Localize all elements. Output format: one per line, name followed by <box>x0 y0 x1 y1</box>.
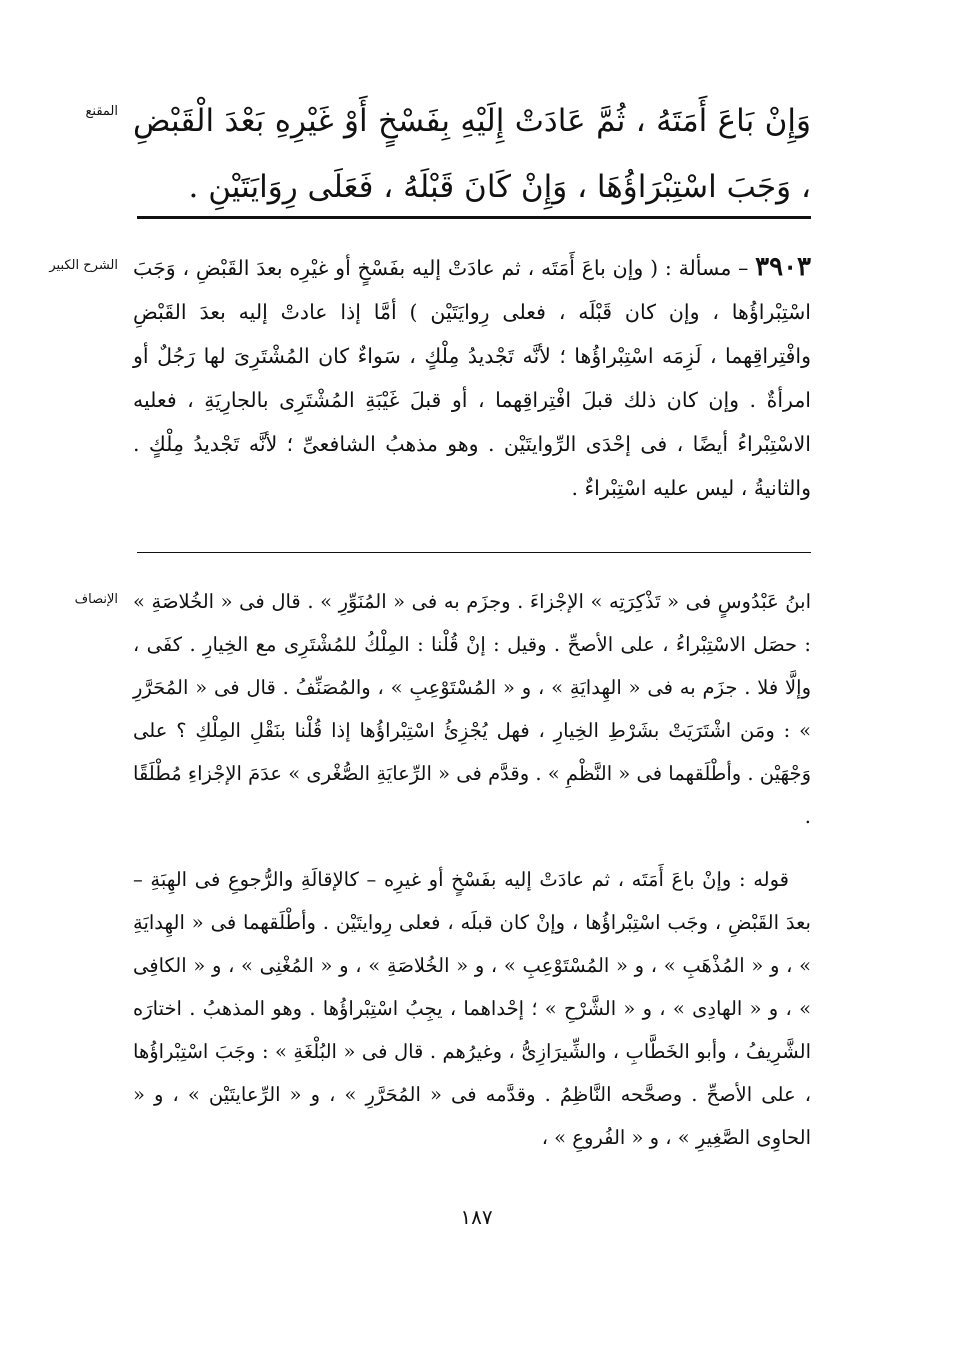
sharh-text-block <box>133 245 811 510</box>
insaf-text-1: ابنُ عَبْدُوسٍ فى « تَذْكِرَتِه » الإجْزاءَ . وجزَم به فى « المُنَوِّرِ » . قال فى « الخُلاصَةِ » : حصَل الاسْتِبْراءُ ، على الأصحِّ . وقيل : إنْ قُلْنا : المِلْكُ للمُشْتَرِى مع الخِيارِ . كفَى ، وإلَّا فلا . جزَم به فى « الهِدايَةِ » ، و « المُسْتَوْعِبِ » ، والمُصَنِّفُ . قال فى « المُحَرَّرِ » : ومَن اشْتَرَيَتْ بشَرْطِ الخِيارِ ، فهل يُجْزِئُ اسْتِبْراؤُها إذا قُلْنا بنَقْلِ المِلْكِ ؟ على وَجْهَيْن . وأطْلَقهما فى « النَّظْمِ » . وقدَّم فى « الرِّعايَةِ الصُّغْرى » عدَمَ الإجْزاءِ مُطْلَقًا . <box>133 590 811 828</box>
thin-divider <box>137 552 811 553</box>
sharh-paragraph <box>133 245 811 510</box>
insaf-paragraph-1 <box>133 580 811 838</box>
matn-text-block <box>133 88 811 220</box>
margin-label-sharh: الشرح الكبير <box>49 258 118 273</box>
thick-divider <box>137 216 811 219</box>
insaf-paragraph-2 <box>133 858 811 1159</box>
margin-label-insaf: الإنصاف <box>74 592 118 607</box>
margin-label-muqni: المقنع <box>85 104 118 119</box>
issue-number: ٣٩٠٣ <box>755 252 811 282</box>
matn-text: وَإِنْ بَاعَ أَمَتَهُ ، ثُمَّ عَادَتْ إِلَيْهِ بِفَسْخٍ أَوْ غَيْرِهِ بَعْدَ الْقَبْضِ ، وَجَبَ اسْتِبْرَاؤُهَا ، وَإِنْ كَانَ قَبْلَهُ ، فَعَلَى رِوَايَتَيْنِ . <box>133 103 811 205</box>
page-number: ١٨٧ <box>460 1205 493 1229</box>
sharh-text: – مسألة : ( وإن باعَ أَمَتَه ، ثم عادَتْ إليه بفَسْخٍ أو غيْرِه بعدَ القَبْضِ ، وَجَبَ اسْتِبْراؤُها ، وإن كان قَبْلَه ، فعلى رِوايَتَيْن ) أمَّا إذا عادتْ إليه بعدَ القَبْضِ وافْتِراقِهما ، لَزِمَه اسْتِبْراؤُها ؛ لأنَّه تَجْديدُ مِلْكٍ ، سَواءٌ كان المُشْتَرِىَ لها رَجُلٌ أو امرأةٌ . وإن كان ذلك قبلَ افْتِراقِهما ، أو قبلَ غَيْبَةِ المُشْتَرِى بالجارِيَةِ ، فعليه الاسْتِبْراءُ أيضًا ، فى إحْدَى الرِّوايتَيْن . وهو مذهبُ الشافعىِّ ؛ لأنَّه تَجْديدُ مِلْكٍ . والثانيةُ ، ليس عليه اسْتِبْراءٌ . <box>133 256 811 500</box>
insaf-text-2: قوله : وإنْ باعَ أَمَتَه ، ثم عادَتْ إليه بفَسْخٍ أو غيرِه – كالإقالَةِ والرُّجوعِ فى الهِبَةِ – بعدَ القَبْضِ ، وجَب اسْتِبْراؤُها ، وإنْ كان قبلَه ، فعلى رِوايتَيْن . وأطْلَقهما فى « الهِدايَةِ » ، و « المُذْهَبِ » ، و « المُسْتَوْعِبِ » ، و « الخُلاصَةِ » ، و « المُغْنِى » ، و « الكافِى » ، و « الهادِى » ، و « الشَّرْحِ » ؛ إحْداهما ، يجِبُ اسْتِبْراؤُها . وهو المذهبُ . اختارَه الشَّرِيفُ ، وأبو الخَطَّابِ ، والشِّيرَازِىُّ ، وغيرُهم . قال فى « البُلْغَةِ » : وجَبَ اسْتِبْراؤُها ، على الأصحِّ . وصحَّحه النَّاظِمُ . وقدَّمه فى « المُحَرَّرِ » ، و « الرِّعايتَيْن » ، و « الحاوِى الصَّغِيرِ » ، و « الفُروعِ » ، <box>133 868 811 1149</box>
